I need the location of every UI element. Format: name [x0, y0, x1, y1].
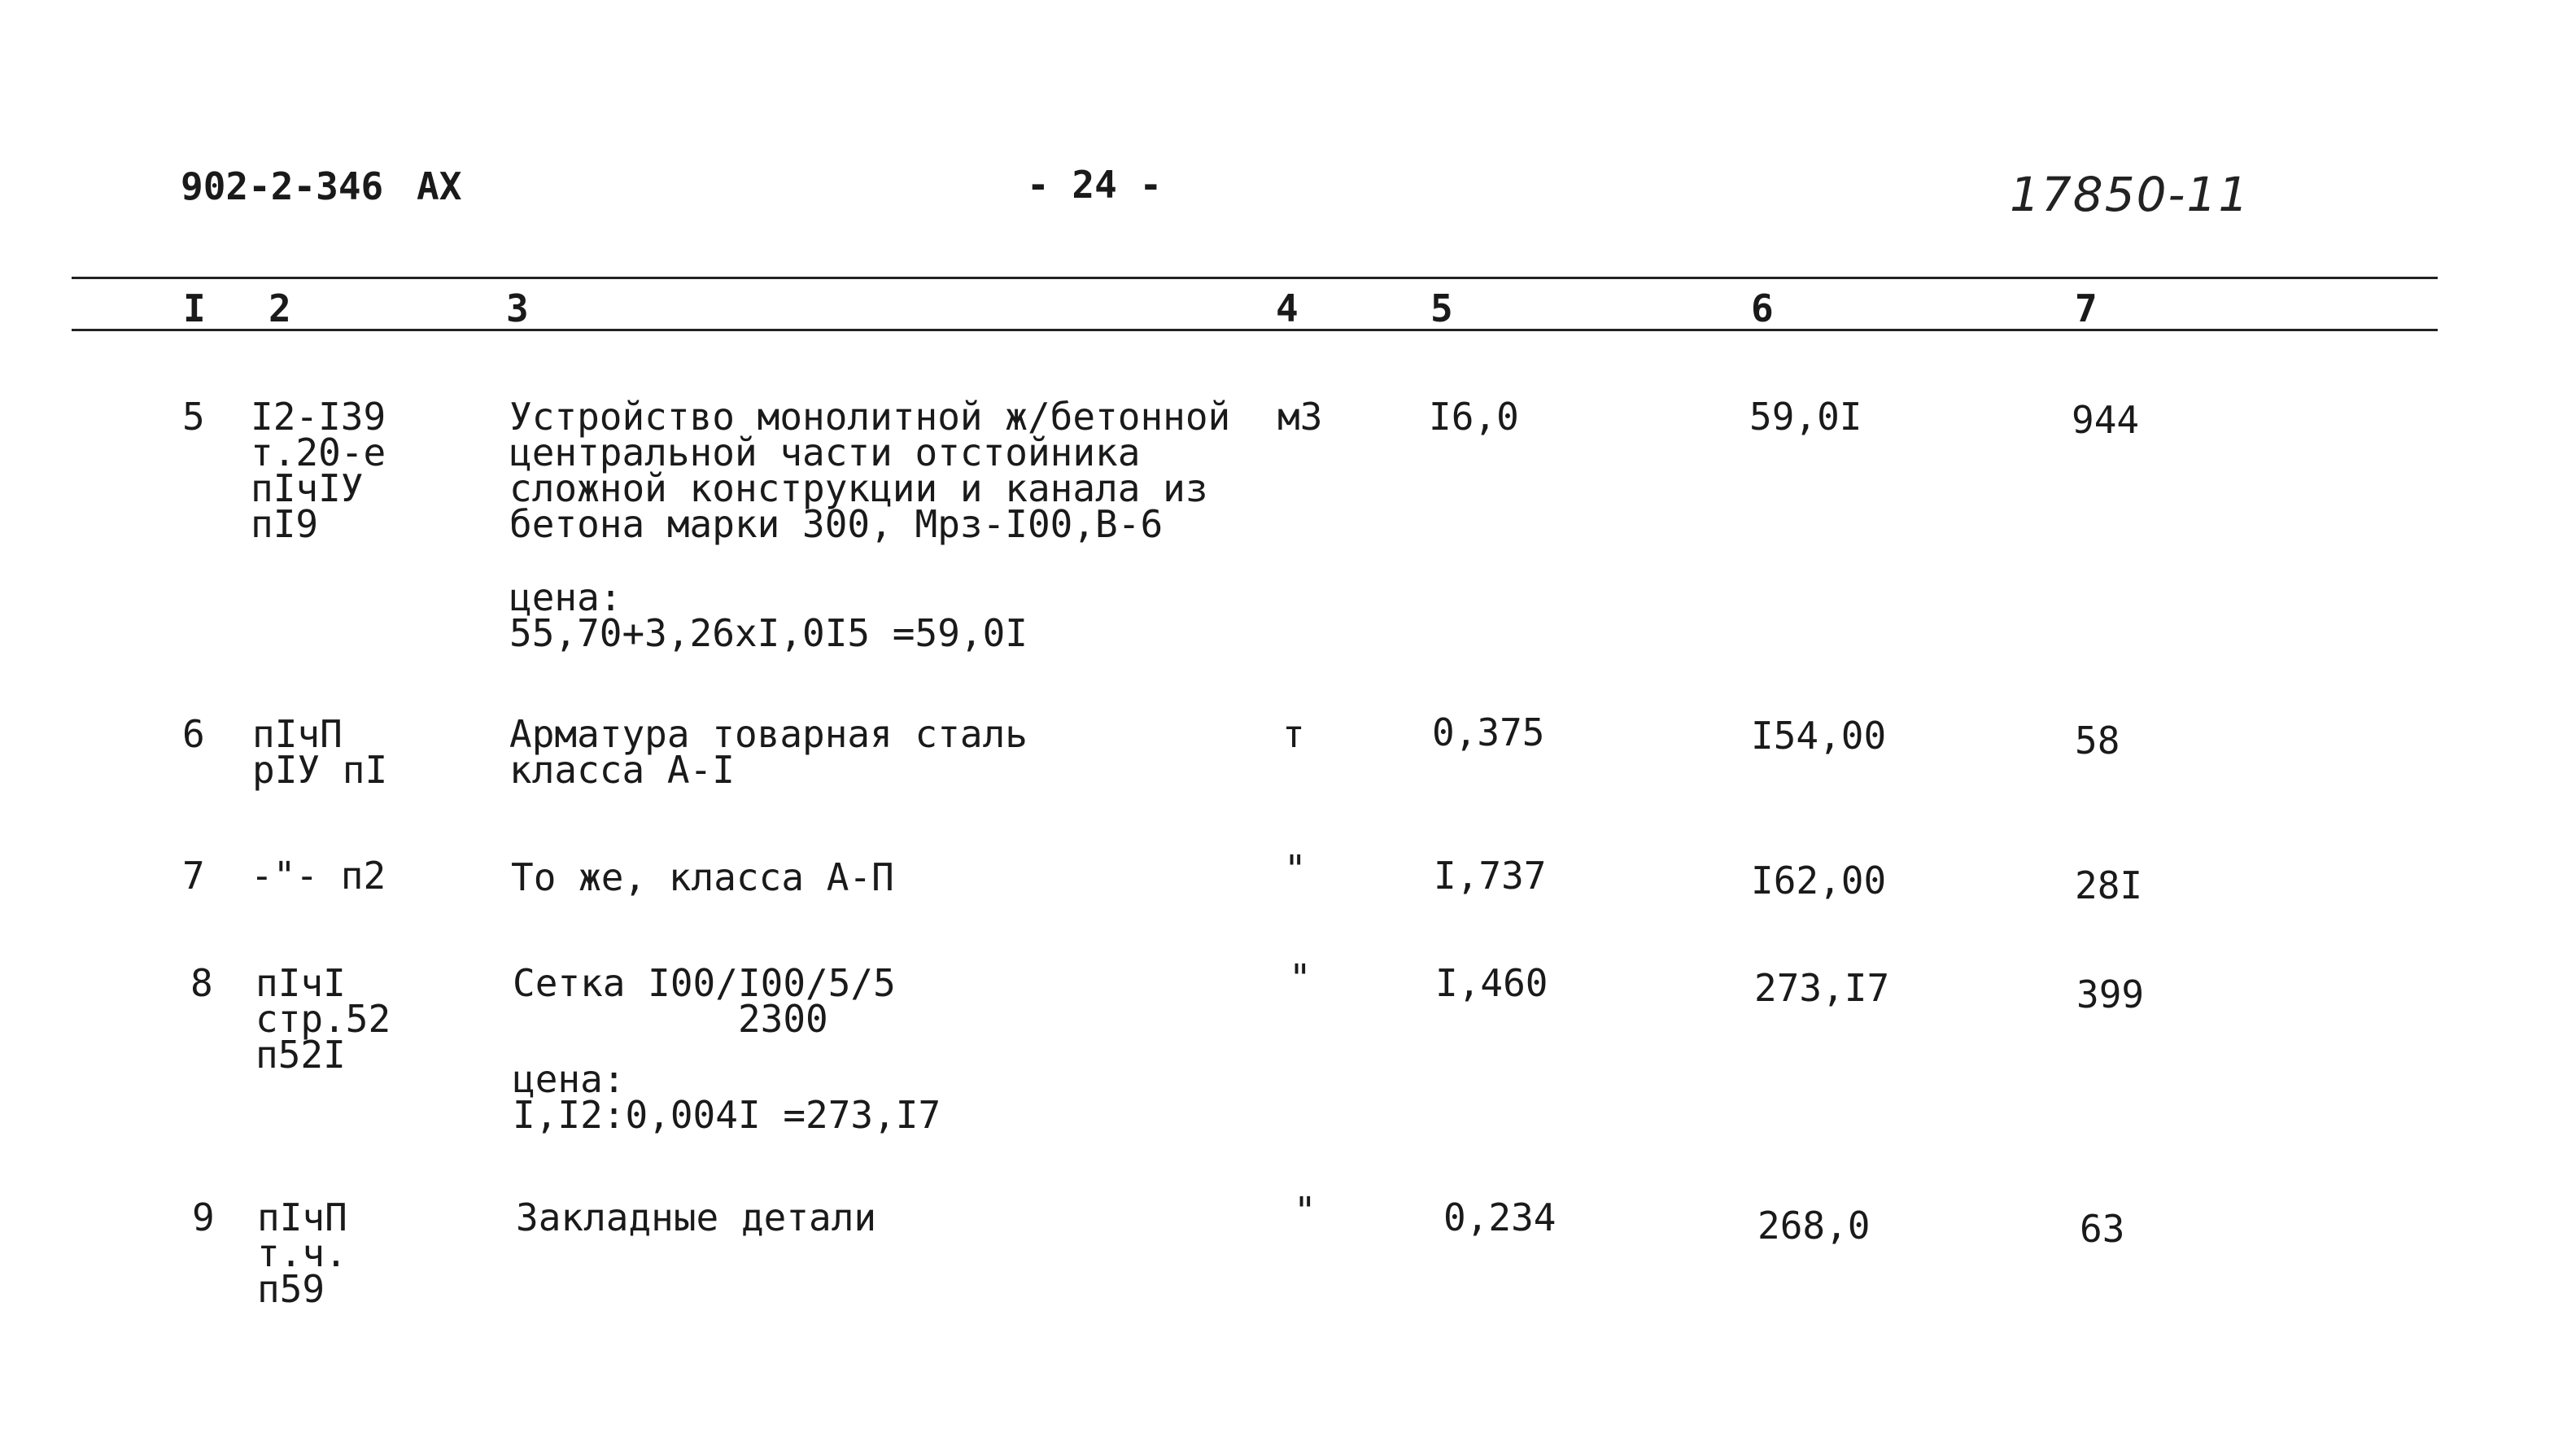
column-header: 5	[1430, 286, 1453, 330]
row-total: 63	[2080, 1207, 2125, 1251]
row-unit: "	[1294, 1189, 1316, 1233]
row-unit: м3	[1277, 395, 1323, 439]
row-price-note: цена: 55,70+3,26хI,0I5 =59,0I	[509, 575, 1028, 655]
document-suffix: АХ	[417, 164, 462, 208]
row-quantity: I,460	[1435, 961, 1548, 1005]
row-price: I62,00	[1751, 859, 1887, 903]
row-number: 9	[192, 1195, 215, 1239]
row-unit: "	[1289, 956, 1312, 1000]
top-rule	[72, 277, 2438, 279]
row-description: Сетка I00/I00/5/5 2300	[513, 961, 896, 1041]
row-code: пIчП т.ч. п59	[257, 1195, 347, 1311]
row-total: 399	[2076, 972, 2145, 1016]
row-description: То же, класса А-П	[511, 855, 894, 899]
row-number: 8	[190, 961, 213, 1005]
row-code: I2-I39 т.20-е пIчIУ пI9	[251, 395, 386, 546]
column-header: 6	[1751, 286, 1774, 330]
column-header: I	[183, 286, 206, 330]
row-description: Закладные детали	[516, 1195, 877, 1239]
handwritten-number: 17850-11	[2010, 167, 2251, 222]
row-price-note: цена: I,I2:0,004I =273,I7	[513, 1057, 941, 1137]
column-header: 7	[2075, 286, 2098, 330]
column-header: 3	[506, 286, 529, 330]
page-number: - 24 -	[1027, 163, 1163, 207]
row-code: пIчП рIУ пI	[252, 712, 388, 792]
row-price: 273,I7	[1754, 966, 1890, 1010]
row-quantity: 0,375	[1432, 710, 1545, 754]
row-description: Устройство монолитной ж/бетонной центральной части отстойника сложной конструкции и канала из бетона марки 300, Мрз-I00,В-6	[509, 395, 1231, 546]
row-code: пIчI стр.52 п52I	[255, 961, 391, 1077]
row-number: 5	[182, 395, 205, 439]
row-total: 58	[2075, 719, 2120, 763]
header-rule	[72, 329, 2438, 331]
row-code: -"- п2	[251, 854, 386, 898]
document-code: 902-2-346	[181, 164, 384, 208]
row-total: 28I	[2075, 863, 2143, 907]
row-unit: "	[1284, 847, 1307, 891]
row-quantity: 0,234	[1443, 1195, 1557, 1239]
row-total: 944	[2072, 398, 2140, 442]
column-header: 4	[1276, 286, 1299, 330]
row-quantity: I6,0	[1429, 395, 1519, 439]
row-number: 7	[182, 854, 205, 898]
column-header: 2	[269, 286, 291, 330]
row-description: Арматура товарная сталь класса А-I	[509, 712, 1028, 792]
row-quantity: I,737	[1434, 854, 1547, 898]
row-unit: т	[1282, 712, 1305, 756]
row-number: 6	[182, 712, 205, 756]
row-price: 268,0	[1757, 1204, 1871, 1248]
row-price: 59,0I	[1749, 395, 1862, 439]
row-price: I54,00	[1751, 714, 1887, 758]
